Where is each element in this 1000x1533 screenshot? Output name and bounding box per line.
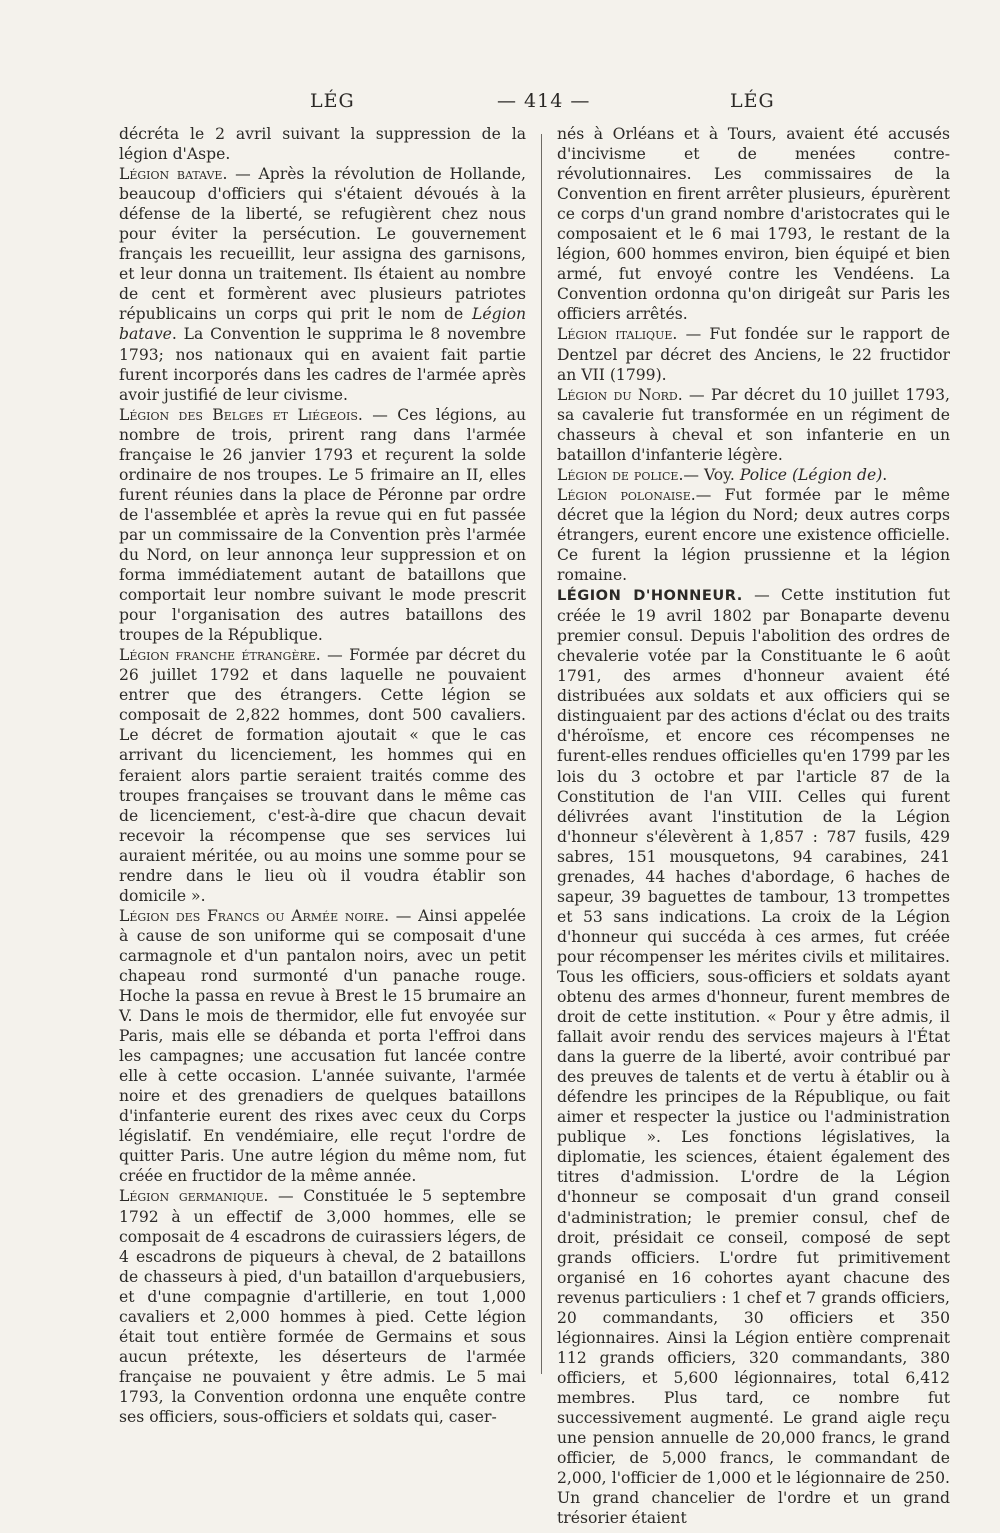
entry-italic: Police (Légion de) [739, 465, 883, 484]
entry-text: — Formée par décret du 26 juillet 1792 et dans laquelle ne pouvaient entrer que des étrangers. Cette légion se composait de 2,822 hommes, dont 500 cavaliers. Le décret de formation ajoutait « que le cas arrivant du licenciement, les hommes qui en feraient alors partie seraient traités comme des troupes françaises se trouvant dans le même cas de licenciement, c'est-à-dire que chacun devait recevoir la récompense que ses services lui auraient méritée, ou au moins une somme pour se rendre dans le lieu où il voudra établir son domicile ». [119, 646, 526, 905]
entry-term: Légion polonaise. [557, 485, 696, 504]
entry-term: Légion germanique. [119, 1187, 269, 1206]
entry-legion-germanique [119, 1186, 526, 1427]
entry-legion-franche [119, 645, 526, 906]
entry-legion-belges [119, 405, 526, 646]
entry-italic: Légion batave [119, 305, 526, 344]
entry-legion-honneur [557, 585, 950, 1528]
entry-text: — Voy. [683, 465, 740, 484]
entry-term: Légion des Francs ou Armée noire. [119, 906, 390, 925]
entry-legion-italique [557, 324, 950, 384]
continued-paragraph: nés à Orléans et à Tours, avaient été accusés d'incivisme et de menées contre-révolutionnaires. Les commissaires de la Convention en firent arrêter plusieurs, épurèrent ce corps d'un grand nombre d'aristocrates qui le composaient et le 6 mai 1793, le restant de la légion, 600 hommes environ, bien équipé et bien armé, fut envoyé contre les Vendéens. La Convention ordonna qu'on dirigeât sur Paris les officiers arrêtés. [557, 125, 950, 324]
entry-legion-police [557, 465, 950, 485]
left-column [119, 124, 526, 1427]
entry-text: — Ces légions, au nombre de trois, prirent rang dans l'armée française le 26 janvier 1793 et reçurent la solde ordinaire de nos troupes. Le 5 frimaire an II, elles furent réunies dans la place de Péronne par ordre de l'assemblée et après la revue qui en fut passée par un commissaire de la Convention près l'armée du Nord, on leur annonça leur suppression et on forma immédiatement autant de bataillons que comportait leur nombre suivant le mode prescrit pour l'organisation des autres bataillons des troupes de la République. [119, 405, 526, 645]
entry-term: Légion du Nord. [557, 385, 683, 404]
entry-term: Légion de police. [557, 465, 684, 484]
entry-legion-batave [119, 164, 526, 405]
entry-term: Légion franche étrangère. [119, 646, 321, 665]
header-right-keyword: LÉG [730, 90, 775, 112]
column-divider [541, 134, 542, 1374]
entry-legion-francs [119, 906, 526, 1187]
entry-text: — Après la révolution de Hollande, beaucoup d'officiers qui s'étaient dévoués à la défense de la liberté, se refugièrent chez nous pour éviter la persécution. Le gouvernement français les recueillit, leur assigna des garnisons, et leur donna un traitement. Ils étaient au nombre de cent et formèrent avec plusieurs patriotes républicains un corps qui prit le nom de [119, 165, 526, 324]
header-left-keyword: LÉG [310, 90, 355, 112]
entry-text: . [882, 465, 888, 484]
entry-term: Légion batave. [119, 165, 228, 184]
page-number: — 414 — [497, 90, 591, 112]
entry-term: Légion des Belges et Liégeois. [119, 405, 363, 424]
running-head [0, 84, 1000, 118]
entry-text: — Constituée le 5 septembre 1792 à un effectif de 3,000 hommes, elle se composait de 4 escadrons de cuirassiers légers, de 4 escadrons de piqueurs à cheval, de 2 bataillons de chasseurs à pied, d'un bataillon d'arquebusiers, et d'une compagnie d'artillerie, en tout 1,000 cavaliers et 2,000 hommes à pied. Cette légion était tout entière formée de Germains et sous aucun prétexte, les déserteurs de l'armée française ne pouvaient y être admis. Le 5 mai 1793, la Convention ordonna une enquête contre ses officiers, sous-officiers et soldats qui, caser- [119, 1187, 527, 1426]
entry-text: — Ainsi appelée à cause de son uniforme qui se composait d'une carmagnole et d'un pantalon noirs, avec un petit chapeau rond surmonté d'un panache rouge. Hoche la passa en revue à Brest le 15 brumaire an V. Dans le mois de thermidor, elle fut envoyée sur Paris, mais elle se débanda et porta l'effroi dans les campagnes; une accusation fut lancée contre elle à cette occasion. L'année suivante, l'armée noire et des grenadiers de quelques bataillons d'infanterie eurent des rixes avec ceux du Corps législatif. En vendémiaire, elle reçut l'ordre de quitter Paris. Une autre légion du même nom, fut créée en fructidor de la même année. [119, 906, 526, 1186]
entry-text: — Cette institution fut créée le 19 avril 1802 par Bonaparte devenu premier consul. Depuis l'abolition des ordres de chevalerie votée par la Constituante le 6 août 1791, des armes d'honneur avaient été distribuées aux soldats et aux officiers qui se distinguaient par des actions d'éclat ou des traits d'héroïsme, et encore ces récompenses ne furent-elles rendues officielles qu'en 1799 par les lois du 3 octobre et par l'article 87 de la Constitution de l'an VIII. Celles qui furent délivrées avant l'institution de la Légion d'honneur s'élevèrent à 1,857 : 787 fusils, 429 sabres, 151 mousquetons, 94 carabines, 241 grenades, 44 haches d'abordage, 6 haches de sapeur, 39 baguettes de tambour, 13 trompettes et 53 sans indications. La croix de la Légion d'honneur qui succéda à ces armes, fut créée pour récompenser les mérites civils et militaires. Tous les officiers, sous-officiers et soldats ayant obtenu des armes d'honneur, furent membres de droit de cette institution. « Pour y être admis, il fallait avoir rendu des services majeurs à l'État dans la guerre de la liberté, avoir contribué par des preuves de talents et de vertu à établir ou à défendre les principes de la République, ou fait aimer et respecter la justice ou l'administration publique ». Les fonctions législatives, la diplomatie, les sciences, étaient également des titres d'admission. L'ordre de la Légion d'honneur se composait d'un grand conseil d'administration; le premier consul, chef de droit, présidait ce conseil, composé de sept grands officiers. L'ordre fut primitivement organisé en 16 cohortes ayant chacune des revenus particuliers : 1 chef et 7 grands officiers, 20 commandants, 30 officiers et 350 légionnaires. Ainsi la Légion entière comprenait 112 grands officiers, 320 commandants, 380 officiers, et 5,600 légionnaires, total 6,412 membres. Plus tard, ce nombre fut successivement augmenté. Le grand aigle reçu une pension annuelle de 20,000 francs, le grand officier, de 5,000 francs, le commandant de 2,000, l'officier de 1,000 et le légionnaire de 250. Un grand chancelier de l'ordre et un grand trésorier étaient [557, 586, 950, 1528]
entry-legion-polonaise [557, 485, 950, 585]
entry-text: — Fut fondée sur le rapport de Dentzel par décret des Anciens, le 22 fructidor an VII (1799). [557, 325, 951, 384]
continued-paragraph: décréta le 2 avril suivant la suppression de la légion d'Aspe. [119, 125, 526, 164]
entry-term-bold: LÉGION D'HONNEUR. [557, 587, 743, 605]
entry-text: — Par décret du 10 juillet 1793, sa cavalerie fut transformée en un régiment de chasseurs à cheval et son infanterie en un bataillon d'infanterie légère. [557, 385, 950, 464]
entry-text: . La Convention le supprima le 8 novembre 1793; nos nationaux qui en avaient fait partie furent incorporés dans les cadres de l'armée après avoir justifié de leur civisme. [119, 325, 526, 404]
right-column [557, 124, 950, 1528]
entry-term: Légion italique. [557, 325, 678, 344]
entry-text: — Fut formée par le même décret que la légion du Nord; deux autres corps étrangers, eurent encore une existence officielle. Ce furent la légion prussienne et la légion romaine. [557, 485, 951, 585]
entry-legion-nord [557, 385, 950, 465]
